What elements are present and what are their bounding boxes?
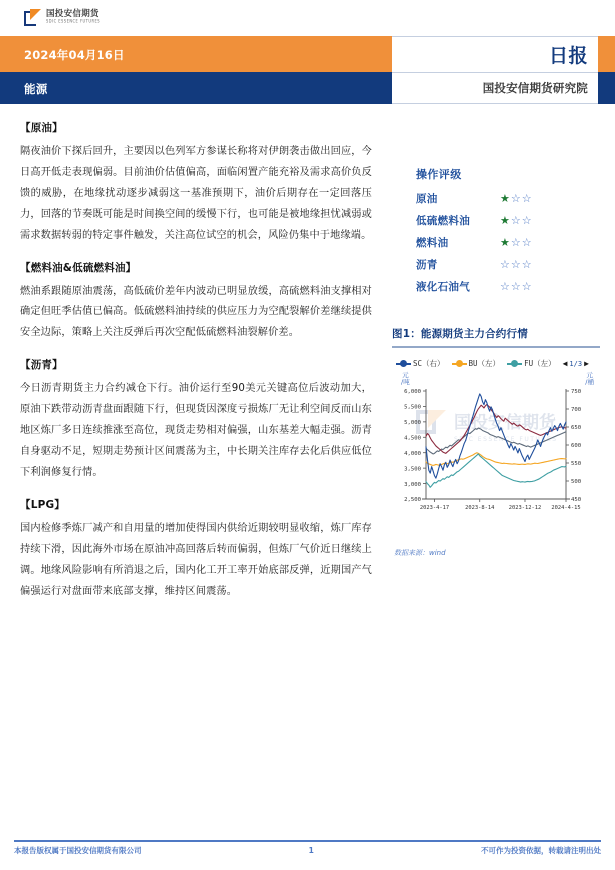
legend-swatch-sc [396,363,411,365]
rating-stars [500,236,533,249]
svg-text:2023-4-17: 2023-4-17 [419,505,450,511]
chart-title: 图1：能源期货主力合约行情 [392,328,528,340]
star-filled-icon: ★ [500,192,511,205]
svg-text:5,000: 5,000 [404,420,421,427]
svg-text:600: 600 [571,443,582,450]
rating-product-name: 原油 [416,193,438,205]
svg-text:2024-4-15: 2024-4-15 [551,505,581,511]
svg-text:4,500: 4,500 [404,435,421,442]
svg-text:3,500: 3,500 [404,466,421,473]
logo-band [0,0,615,36]
right-axis-unit [585,372,594,386]
rating-stars [500,280,533,293]
chevron-right-icon[interactable]: ▶ [584,359,589,368]
svg-text:650: 650 [571,425,582,432]
star-empty-icon: ☆ [500,258,511,271]
chart-block [392,326,602,558]
legend-swatch-fu [507,363,522,365]
rating-row [416,279,600,294]
report-date: 2024年04月16日 [24,48,125,62]
svg-text:国投安信期货: 国投安信期货 [454,413,556,433]
content-area [0,104,615,810]
chart-svg [392,387,600,527]
section-title: 【LPG】 [20,498,66,511]
star-empty-icon: ☆ [521,280,533,293]
section-title: 【燃料油&低硫燃料油】 [20,261,137,274]
legend-item-sc[interactable] [396,358,445,369]
section-body: 今日沥青期货主力合约减仓下行。油价运行至90美元关键高位后波动加大，原油下跌带动沥青盘面跟随下行，但现货因深度亏损炼厂无让利空间反而山东地区炼厂多日连续推涨至高位，现货走势相对偏强，山东基差大幅走强。沥青自身驱动不足，短期走势预计区间震荡为主，中长期关注库存去化后供应低位下利润修复行情。 [20,383,372,478]
footer-disclaimer: 不可作为投资依据，转载请注明出处 [481,846,601,855]
logo-english-name: SDIC ESSENCE FUTURES [46,18,101,24]
rating-row [416,235,600,250]
left-axis-unit-denominator: /吨 [401,377,410,386]
legend-swatch-bu [452,363,467,365]
svg-text:3,000: 3,000 [404,481,421,488]
rating-stars [500,214,533,227]
right-axis-unit-numerator: 元 [586,371,593,379]
legend-item-bu[interactable] [452,358,501,369]
svg-text:4,000: 4,000 [404,450,421,457]
svg-text:500: 500 [571,479,582,486]
footer-copyright: 本报告版权属于国投安信期货有限公司 [14,846,142,855]
star-empty-icon: ☆ [510,258,522,271]
svg-text:2023-8-14: 2023-8-14 [465,505,495,511]
svg-text:2,500: 2,500 [404,497,421,504]
report-type-title: 日报 [548,45,588,67]
star-empty-icon: ☆ [521,258,533,271]
rating-product-name: 燃料油 [416,237,449,249]
right-axis-unit-denominator: /桶 [585,377,594,386]
section-title: 【沥青】 [20,359,63,372]
star-empty-icon: ☆ [510,192,522,205]
page-footer [14,845,601,856]
article-column [20,120,372,615]
legend-item-fu[interactable] [507,358,556,369]
chart-source: 数据来源：wind [394,549,446,557]
svg-text:750: 750 [571,389,582,396]
rating-stars [500,258,533,271]
svg-text:700: 700 [571,407,582,414]
star-empty-icon: ☆ [521,214,533,227]
chevron-left-icon[interactable]: ◀ [562,359,568,368]
rating-product-name: 低硫燃料油 [416,215,470,227]
svg-text:550: 550 [571,461,582,468]
left-axis-unit [401,372,410,386]
star-filled-icon: ★ [500,214,511,227]
legend-page-indicator: 1/3 [569,359,583,368]
star-empty-icon: ☆ [510,236,522,249]
star-empty-icon: ☆ [521,192,533,205]
research-institute-name: 国投安信期货研究院 [482,81,588,95]
chart-legend [392,354,600,369]
sdic-logo-icon [24,9,42,27]
rating-product-name: 液化石油气 [416,281,470,293]
chart-plot-area [392,387,600,527]
rating-product-name: 沥青 [416,259,438,271]
section-title: 【原油】 [20,122,63,134]
legend-label-fu: FU（左） [524,359,556,368]
left-axis-unit-numerator: 元 [402,371,409,379]
footer-page-number: 1 [308,846,314,855]
star-empty-icon: ☆ [510,280,522,293]
svg-text:5,500: 5,500 [404,404,421,411]
svg-text:6,000: 6,000 [404,389,421,396]
section-body: 燃油系跟随原油震荡，高低硫价差年内波动已明显放缓，高硫燃料油支撑相对确定但旺季估值已偏高。低硫燃料油持续的供应压力为空配裂解价差继续提供安全边际，策略上关注反弹后再次空配低硫燃料油裂解价差。 [20,285,372,339]
rating-row [416,191,600,206]
svg-text:SDIC ESSENCE FUTURES: SDIC ESSENCE FUTURES [454,436,558,443]
footer-divider [14,840,601,842]
section-asphalt [20,357,372,484]
star-empty-icon: ☆ [521,236,533,249]
rating-panel-title: 操作评级 [416,168,462,181]
rating-stars [500,192,533,205]
section-fuel-oil [20,260,372,345]
section-lpg [20,497,372,603]
svg-text:450: 450 [571,497,582,504]
header-right-panel [392,36,598,104]
report-sector: 能源 [24,82,48,96]
rating-panel [392,166,600,301]
section-body: 国内检修季炼厂减产和自用量的增加使得国内供给近期较明显收缩，炼厂库存持续下滑，因此海外市场在原油冲高回落后转而偏弱，但炼厂气价近日继续上调。地缘风险影响有所消退之后，国内化工开工率开始底部反弹，近期国产气偏强运行对盘面带来底部支撑，维持区间震荡。 [20,522,372,597]
legend-pager[interactable] [563,359,589,368]
rating-row [416,257,600,272]
star-filled-icon: ★ [500,236,511,249]
section-crude-oil [20,120,372,247]
company-logo [24,9,100,27]
rating-row [416,213,600,228]
chart-title-rule [392,346,600,348]
star-empty-icon: ☆ [510,214,522,227]
chart-card [392,354,600,544]
logo-chinese-name: 国投安信期货 [46,9,99,19]
svg-text:2023-12-12: 2023-12-12 [508,505,542,511]
legend-label-bu: BU（左） [468,359,501,368]
section-body: 隔夜油价下探后回升，主要因以色列军方参谋长称将对伊朗袭击做出回应，今日高开低走表现偏弱。目前油价估值偏高，面临闲置产能充裕及需求高价负反馈的威胁，在地缘扰动逐步减弱这一基准预期下，油价后期存在一定回落压力，回落的节奏既可能是时间换空间的缓慢下行，也可能是被地缘担忧减弱或需求数据转弱的特定事件触发，关注高位试空的机会，风险仍集中于地缘端。 [20,146,372,241]
rating-rows [392,191,600,294]
legend-label-sc: SC（右） [413,359,445,368]
star-empty-icon: ☆ [500,280,511,293]
